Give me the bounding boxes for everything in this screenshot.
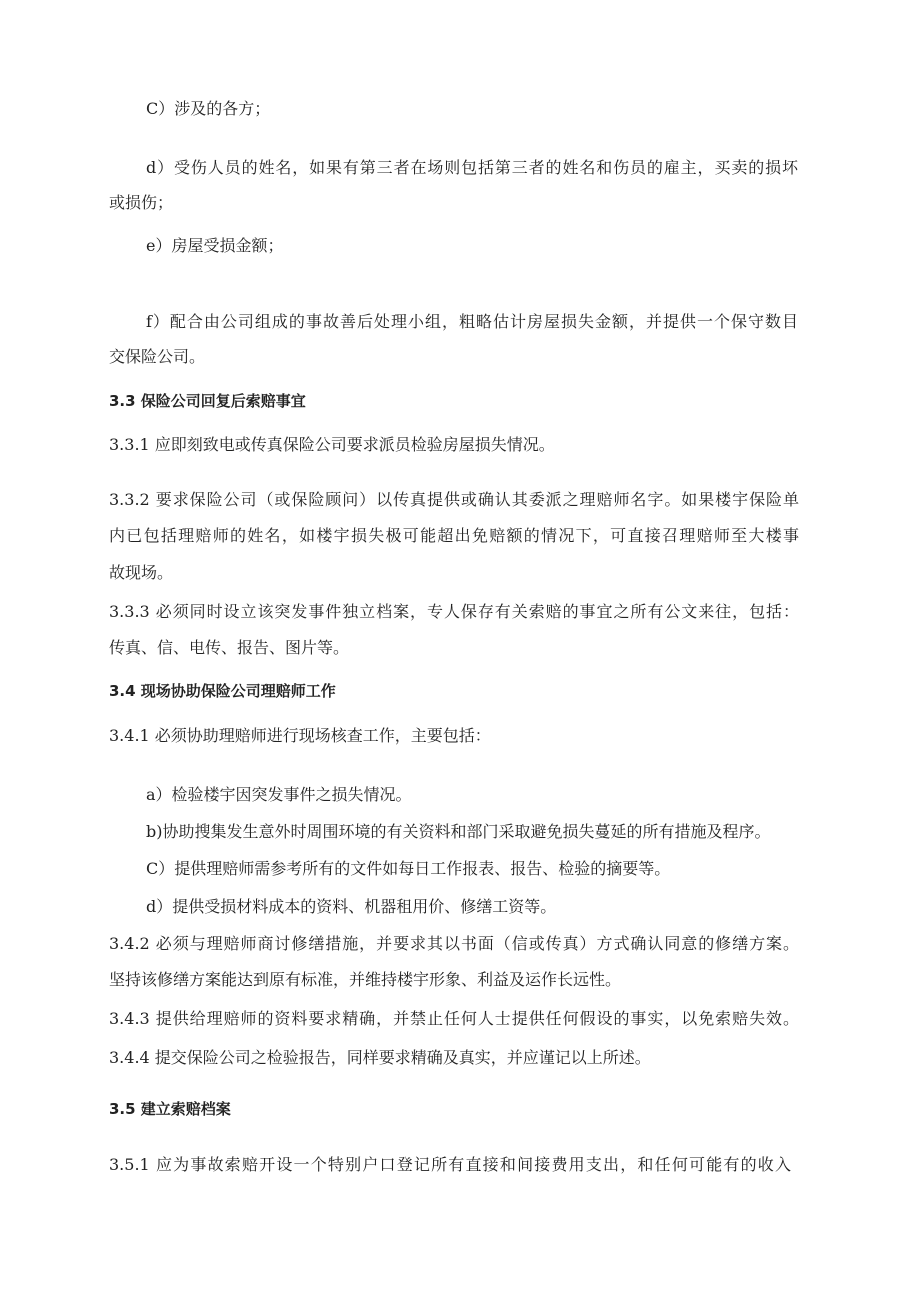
paragraph-3-3-2-line3: 故现场。	[109, 563, 174, 582]
list-item-d-costs: d）提供受损材料成本的资料、机器租用价、修缮工资等。	[146, 897, 557, 916]
list-item-d-injured-line2: 或损伤；	[109, 193, 174, 212]
paragraph-3-3-3-line2: 传真、信、电传、报告、图片等。	[109, 638, 350, 657]
section-heading-3-3: 3.3 保险公司回复后索赔事宜	[109, 392, 306, 410]
paragraph-3-4-2-line2: 坚持该修缮方案能达到原有标准，并维持楼宇形象、利益及运作长远性。	[109, 970, 622, 989]
paragraph-3-3-2-line2: 内已包括理赔师的姓名，如楼宇损失极可能超出免赔额的情况下，可直接召理赔师至大楼事	[109, 526, 799, 545]
paragraph-3-3-2-line1: 3.3.2 要求保险公司（或保险顾问）以传真提供或确认其委派之理赔师名字。如果楼宇保险单	[109, 490, 799, 509]
paragraph-3-4-4: 3.4.4 提交保险公司之检验报告，同样要求精确及真实，并应谨记以上所述。	[109, 1048, 651, 1067]
list-item-a-inspect: a）检验楼宇因突发事件之损失情况。	[146, 785, 412, 804]
section-heading-3-4: 3.4 现场协助保险公司理赔师工作	[109, 682, 336, 700]
list-item-c-parties: C）涉及的各方；	[146, 99, 271, 118]
paragraph-3-4-3: 3.4.3 提供给理赔师的资料要求精确，并禁止任何人士提供任何假设的事实，以免索赔失效。	[109, 1009, 799, 1028]
paragraph-3-3-1: 3.3.1 应即刻致电或传真保险公司要求派员检验房屋损失情况。	[109, 435, 555, 454]
paragraph-3-5-1: 3.5.1 应为事故索赔开设一个特别户口登记所有直接和间接费用支出，和任何可能有的收入	[109, 1155, 791, 1174]
list-item-b-collect: b)协助搜集发生意外时周围环境的有关资料和部门采取避免损失蔓延的所有措施及程序。	[146, 822, 771, 841]
paragraph-3-4-2-line1: 3.4.2 必须与理赔师商讨修缮措施，并要求其以书面（信或传真）方式确认同意的修缮方案。	[109, 934, 799, 953]
list-item-d-injured-line1: d）受伤人员的姓名，如果有第三者在场则包括第三者的姓名和伤员的雇主，买卖的损坏	[146, 158, 798, 177]
list-item-e-damage-amount: e）房屋受损金额；	[146, 236, 284, 255]
section-heading-3-5: 3.5 建立索赔档案	[109, 1100, 231, 1118]
paragraph-3-3-3-line1: 3.3.3 必须同时设立该突发事件独立档案，专人保存有关索赔的事宜之所有公文来往，包括：	[109, 602, 799, 621]
list-item-f-cooperate-line2: 交保险公司。	[109, 347, 206, 366]
paragraph-3-4-1: 3.4.1 必须协助理赔师进行现场核查工作，主要包括：	[109, 726, 491, 745]
list-item-f-cooperate-line1: f）配合由公司组成的事故善后处理小组，粗略估计房屋损失金额，并提供一个保守数目	[146, 312, 798, 331]
list-item-c-documents: C）提供理赔师需参考所有的文件如每日工作报表、报告、检验的摘要等。	[146, 859, 671, 878]
